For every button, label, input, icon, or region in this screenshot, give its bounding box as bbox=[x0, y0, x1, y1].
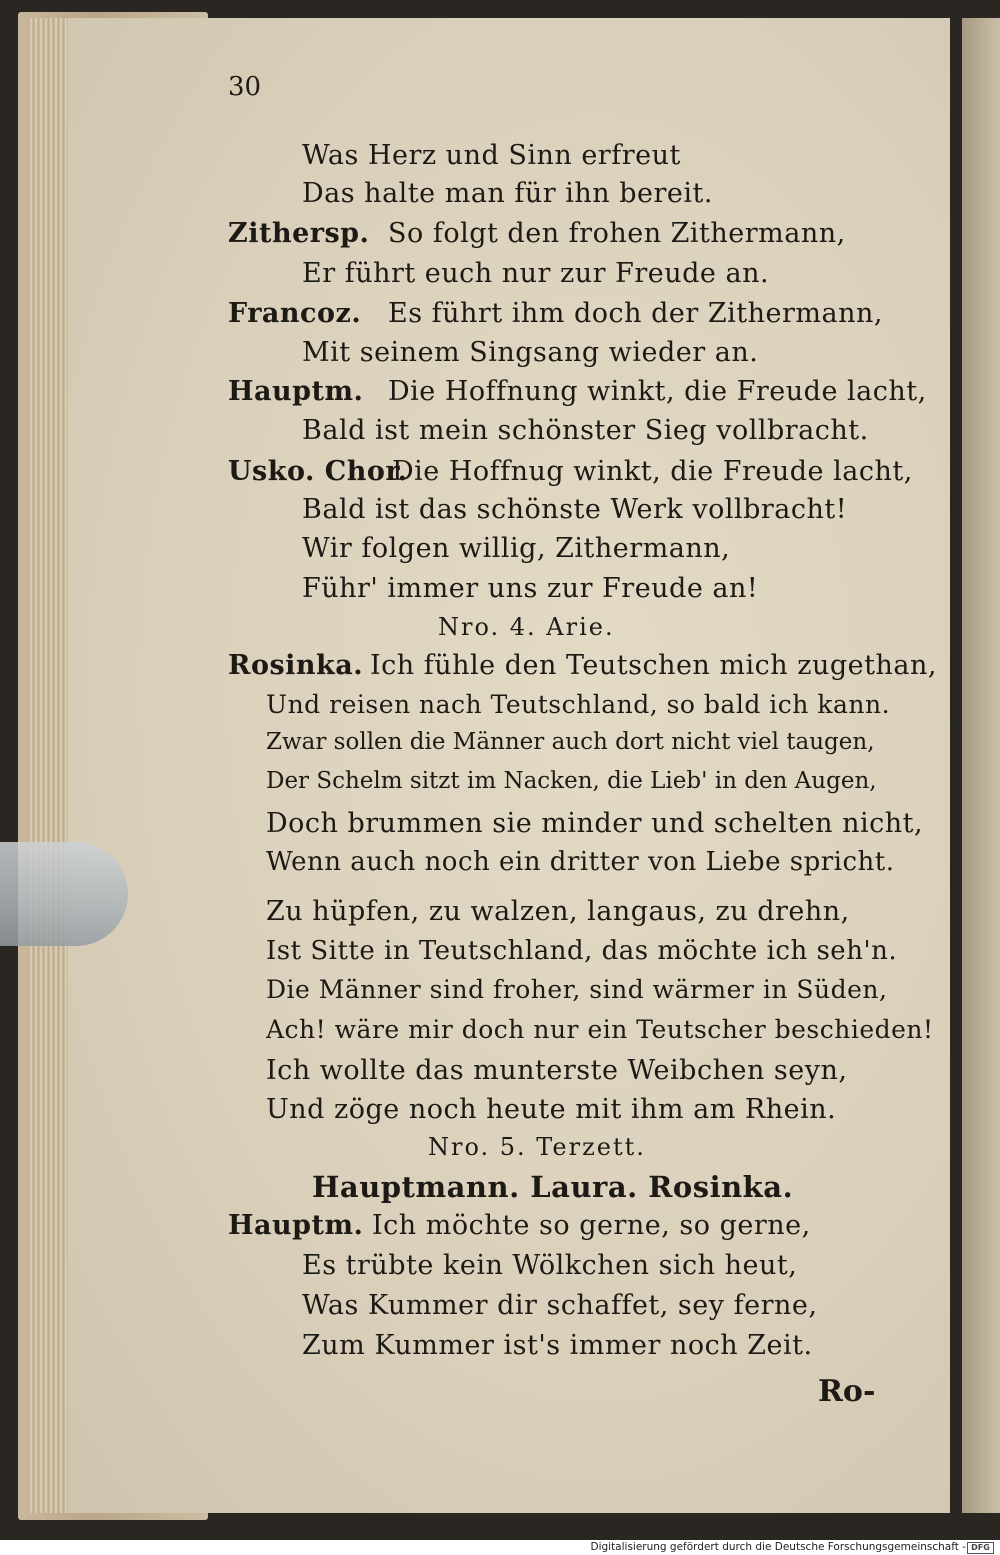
line-text: Und reisen nach Teutschland, so bald ich kann. bbox=[266, 690, 891, 719]
verse-line bbox=[266, 1055, 847, 1086]
catchword: Ro- bbox=[818, 1374, 876, 1409]
line-text: Und zöge noch heute mit ihm am Rhein. bbox=[266, 1094, 837, 1125]
verse-line bbox=[266, 936, 897, 966]
speaker-name: Usko. Chor. bbox=[228, 456, 408, 487]
verse-line bbox=[228, 650, 363, 681]
verse-line bbox=[302, 258, 769, 289]
verse-line bbox=[266, 808, 923, 839]
line-text: Ist Sitte in Teutschland, das möchte ich seh'n. bbox=[266, 936, 898, 966]
line-text: Wenn auch noch ein dritter von Liebe spricht. bbox=[266, 847, 895, 877]
verse-line-text bbox=[392, 456, 913, 487]
line-text: Was Herz und Sinn erfreut bbox=[302, 140, 681, 171]
verse-line-text bbox=[370, 650, 937, 681]
dfg-logo-icon: DFG bbox=[967, 1542, 994, 1554]
verse-line bbox=[228, 376, 363, 407]
speaker-name: Francoz. bbox=[228, 298, 362, 329]
verse-line-text bbox=[372, 1210, 811, 1241]
verse-line bbox=[302, 1330, 813, 1361]
verse-line bbox=[302, 573, 758, 604]
line-text: Ich fühle den Teutschen mich zugethan, bbox=[370, 650, 937, 681]
line-text: Zum Kummer ist's immer noch Zeit. bbox=[302, 1330, 813, 1361]
verse-line bbox=[266, 768, 877, 794]
section-heading bbox=[428, 1133, 646, 1161]
line-text: So folgt den frohen Zithermann, bbox=[388, 218, 846, 249]
verse-line bbox=[266, 690, 890, 719]
heading-text: Nro. 5. Terzett. bbox=[428, 1133, 646, 1161]
verse-line-text bbox=[388, 376, 927, 407]
line-text: Die Hoffnug winkt, die Freude lacht, bbox=[392, 456, 913, 487]
verse-line-text bbox=[388, 298, 883, 329]
line-text: Doch brummen sie minder und schelten nicht, bbox=[266, 808, 924, 839]
speaker-name: Zithersp. bbox=[228, 218, 370, 249]
verse-line bbox=[266, 729, 875, 755]
line-text: Ich möchte so gerne, so gerne, bbox=[372, 1210, 811, 1241]
page-number: 30 bbox=[228, 72, 262, 102]
verse-line bbox=[266, 896, 850, 927]
line-text: Führ' immer uns zur Freude an! bbox=[302, 573, 759, 604]
verse-line bbox=[302, 1290, 817, 1321]
footer-bar bbox=[0, 1540, 1000, 1555]
verse-line bbox=[302, 415, 869, 446]
section-heading bbox=[438, 613, 615, 641]
speaker-name: Hauptm. bbox=[228, 1210, 364, 1241]
line-text: Es trübte kein Wölkchen sich heut, bbox=[302, 1250, 798, 1281]
line-text: Die Männer sind froher, sind wärmer in Süden, bbox=[266, 975, 888, 1004]
line-text: Zwar sollen die Männer auch dort nicht viel taugen, bbox=[266, 729, 875, 755]
verse-line bbox=[302, 533, 730, 564]
verse-line bbox=[302, 494, 847, 525]
verse-line bbox=[302, 1250, 797, 1281]
line-text: Er führt euch nur zur Freude an. bbox=[302, 258, 770, 289]
verse-line-text bbox=[388, 218, 846, 249]
line-text: Der Schelm sitzt im Nacken, die Lieb' in den Augen, bbox=[266, 768, 877, 794]
speaker-name: Rosinka. bbox=[228, 650, 364, 681]
line-text: Es führt ihm doch der Zithermann, bbox=[388, 298, 883, 329]
verse-line bbox=[302, 140, 681, 171]
heading-text: Nro. 4. Arie. bbox=[438, 613, 615, 641]
line-text: Ach! wäre mir doch nur ein Teutscher beschieden! bbox=[266, 1015, 934, 1044]
verse-line bbox=[266, 1094, 836, 1125]
verse-line bbox=[228, 218, 369, 249]
footer-credit: Digitalisierung gefördert durch die Deutsche Forschungsgemeinschaft - bbox=[590, 1541, 966, 1553]
verse-line bbox=[228, 298, 361, 329]
line-text: Die Hoffnung winkt, die Freude lacht, bbox=[388, 376, 927, 407]
line-text: Mit seinem Singsang wieder an. bbox=[302, 337, 759, 368]
verse-line bbox=[228, 1210, 363, 1241]
line-text: Was Kummer dir schaffet, sey ferne, bbox=[302, 1290, 818, 1321]
characters-text: Hauptmann. Laura. Rosinka. bbox=[312, 1170, 794, 1204]
line-text: Ich wollte das munterste Weibchen seyn, bbox=[266, 1055, 848, 1086]
verse-line bbox=[266, 975, 887, 1004]
line-text: Zu hüpfen, zu walzen, langaus, zu drehn, bbox=[266, 896, 850, 927]
character-list bbox=[312, 1170, 793, 1204]
verse-line bbox=[266, 847, 894, 877]
line-text: Bald ist mein schönster Sieg vollbracht. bbox=[302, 415, 869, 446]
verse-line bbox=[266, 1015, 934, 1044]
verse-line bbox=[228, 456, 408, 487]
line-text: Das halte man für ihn bereit. bbox=[302, 178, 713, 209]
speaker-name: Hauptm. bbox=[228, 376, 364, 407]
verse-line bbox=[302, 178, 713, 209]
line-text: Bald ist das schönste Werk vollbracht! bbox=[302, 494, 848, 525]
verse-line bbox=[302, 337, 758, 368]
line-text: Wir folgen willig, Zithermann, bbox=[302, 533, 731, 564]
